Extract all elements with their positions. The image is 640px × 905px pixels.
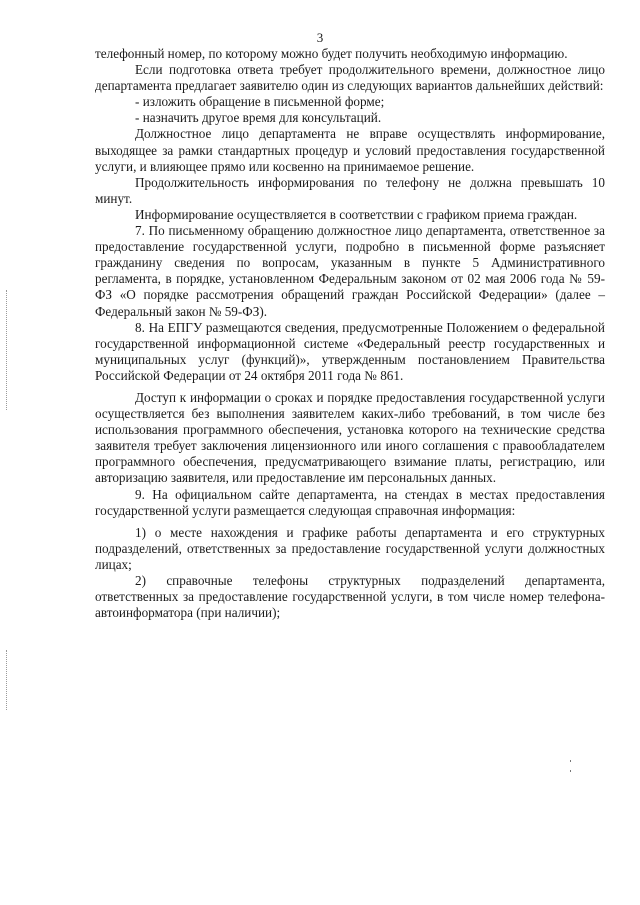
paragraph-2: Если подготовка ответа требует продолжительного времени, должностное лицо департамента предлагает заявителю один из следующих вариантов дальнейших действий:	[95, 62, 605, 94]
clause-9-item-1: 1) о месте нахождения и графике работы департамента и его структурных подразделений, ответственных за предоставление государственной услуги должностных лицах;	[95, 524, 605, 572]
paragraph-4: Продолжительность информирования по телефону не должна превышать 10 минут.	[95, 174, 605, 206]
clause-7: 7. По письменному обращению должностное лицо департамента, ответственное за предоставление государственной услуги, подробно в письменной форме разъясняет гражданину сведения по вопросам, указанным в пункте 5 Административного регламента, в порядке, установленном Федеральным законом от 02 мая 2006 года № 59-ФЗ «О порядке рассмотрения обращений граждан Российской Федерации» (далее – Федеральный закон № 59-ФЗ).	[95, 223, 605, 319]
list-item-2: - назначить другое время для консультаций.	[135, 110, 382, 126]
paragraph-3: Должностное лицо департамента не вправе осуществлять информирование, выходящее за рамки стандартных процедур и условий предоставления государственной услуги, и влияющее прямо или косвенно на принимаемое решение.	[95, 126, 605, 174]
paragraph-5: Информирование осуществляется в соответствии с графиком приема граждан.	[135, 206, 578, 222]
page-number: 3	[316, 30, 324, 45]
clause-8: 8. На ЕПГУ размещаются сведения, предусмотренные Положением о федеральной государственной информационной системе «Федеральный реестр государственных и муниципальных услуг (функций)», утвержденным постановлением Правительства Российской Федерации от 24 октября 2011 года № 861.	[95, 319, 605, 383]
clause-9-item-2: 2) справочные телефоны структурных подразделений департамента, ответственных за предоставление государственной услуги, в том числе номер телефона-автоинформатора (при наличии);	[95, 573, 605, 621]
document-body	[95, 46, 605, 621]
scan-speck	[570, 770, 571, 772]
scan-speck	[570, 760, 571, 762]
clause-9: 9. На официальном сайте департамента, на стендах в местах предоставления государственной услуги размещается следующая справочная информация:	[95, 486, 605, 518]
list-item-1: - изложить обращение в письменной форме;	[135, 94, 385, 110]
scan-margin-mark	[6, 650, 8, 710]
scan-margin-mark	[6, 290, 8, 410]
paragraph-access: Доступ к информации о сроках и порядке предоставления государственной услуги осуществляется без выполнения заявителем каких-либо требований, в том числе без использования программного обеспечения, установка которого на технические средства заявителя требует заключения лицензионного или иного соглашения с правообладателем программного обеспечения, предусматривающего взимание платы, регистрацию, или авторизацию заявителя, или предоставление им персональных данных.	[95, 389, 605, 486]
paragraph-1: телефонный номер, по которому можно будет получить необходимую информацию.	[95, 46, 568, 61]
